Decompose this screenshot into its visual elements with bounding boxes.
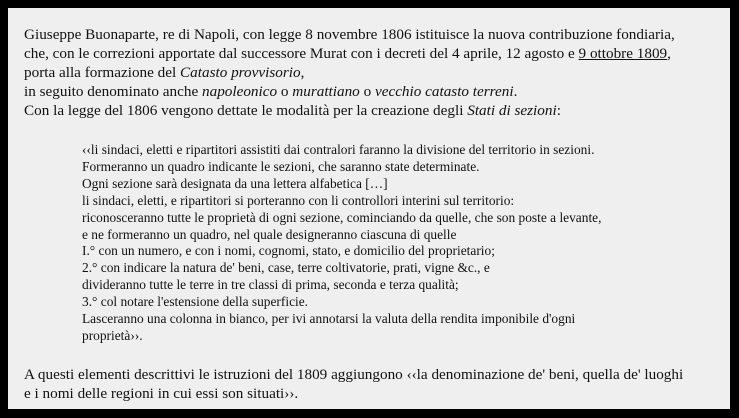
murattiano-term: murattiano bbox=[292, 83, 360, 100]
quote-line: e ne formeranno un quadro, nel quale designeranno ciascuna di quelle bbox=[82, 226, 457, 242]
intro-line-1: Giuseppe Buonaparte, re di Napoli, con legge 8 novembre 1806 istituisce la nuova contribuzione fondiaria, bbox=[24, 26, 675, 43]
intro-line-4-text: in seguito denominato anche bbox=[24, 83, 202, 100]
napoleonico-term: napoleonico bbox=[202, 83, 278, 100]
intro-line-3-text: porta alla formazione del bbox=[24, 64, 181, 81]
decree-date-link[interactable]: 9 ottobre 1809 bbox=[578, 45, 668, 62]
intro-line-5 bbox=[24, 101, 675, 120]
intro-line-5-text: Con la legge del 1806 vengono dettate le modalità per la creazione degli bbox=[24, 102, 468, 119]
quote-line: Ogni sezione sarà designata da una lettera alfabetica […] bbox=[82, 175, 388, 191]
closing-paragraph bbox=[24, 365, 683, 403]
quote-line: Formeranno un quadro indicante le sezioni, che saranno state determinate. bbox=[82, 158, 480, 174]
closing-line-2: e i nomi delle regioni in cui essi son situati››. bbox=[24, 385, 299, 402]
closing-line-1: A questi elementi descrittivi le istruzioni del 1809 aggiungono ‹‹la denominazione de' beni, quella de' luoghi bbox=[24, 366, 684, 383]
quote-line: 2.° con indicare la natura de' beni, case, terre coltivatorie, prati, vigne &c., e bbox=[82, 260, 490, 276]
quote-line: li sindaci, eletti, e ripartitori si porteranno con li controllori interini sul territorio: bbox=[82, 192, 515, 208]
intro-line-5-end: : bbox=[556, 102, 561, 119]
intro-paragraph bbox=[24, 25, 675, 120]
intro-line-3-end: , bbox=[300, 64, 305, 81]
intro-line-3 bbox=[24, 63, 675, 82]
quote-line: ‹‹li sindaci, eletti e ripartitori assistiti dai contralori faranno la divisione del territorio in sezioni. bbox=[82, 142, 595, 157]
quote-line: I.° con un numero, e con i nomi, cognomi, stato, e domicilio del proprietario; bbox=[82, 243, 495, 259]
intro-line-4 bbox=[24, 82, 675, 101]
catasto-provvisorio-term: Catasto provvisorio bbox=[180, 64, 301, 81]
quote-line: Lasceranno una colonna in bianco, per ivi annotarsi la valuta della rendita imponibile d'ogni bbox=[82, 311, 576, 327]
intro-line-2-end: , bbox=[667, 45, 671, 62]
quote-line: 3.° col notare l'estensione della superficie. bbox=[82, 294, 309, 310]
intro-line-2 bbox=[24, 44, 675, 63]
quote-line: divideranno tutte le terre in tre classi di prima, seconda e terza qualità; bbox=[82, 277, 459, 293]
intro-line-2-text: che, con le correzioni apportate dal successore Murat con i decreti del 4 aprile, 12 agosto e bbox=[24, 45, 579, 62]
intro-line-4-or-2: o bbox=[359, 83, 375, 100]
intro-line-4-end: . bbox=[513, 83, 518, 100]
quote-line: riconosceranno tutte le proprietà di ogni sezione, cominciando da quelle, che son poste a levante, bbox=[82, 209, 602, 225]
stati-di-sezioni-term: Stati di sezioni bbox=[467, 102, 557, 119]
quote-line: proprietà››. bbox=[82, 327, 143, 343]
intro-line-4-or-1: o bbox=[277, 83, 293, 100]
law-quotation bbox=[82, 142, 601, 345]
vecchio-catasto-term: vecchio catasto terreni bbox=[374, 83, 514, 100]
